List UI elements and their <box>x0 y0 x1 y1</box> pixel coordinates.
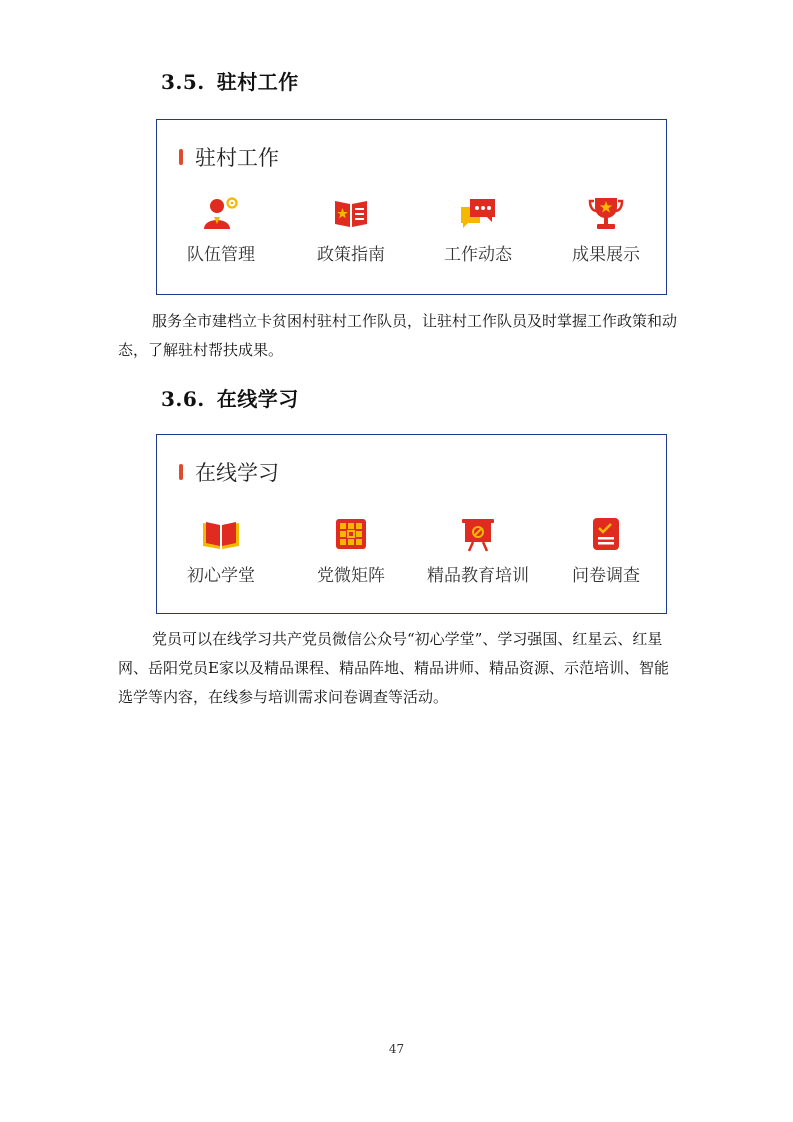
module-policy-guide[interactable] <box>291 192 411 265</box>
panel-title <box>179 142 279 172</box>
section-heading-3-5 <box>161 66 299 95</box>
module-chuxin-classroom[interactable] <box>161 513 281 586</box>
module-achievements[interactable] <box>546 192 666 265</box>
module-label: 队伍管理 <box>187 245 255 265</box>
section-3-5-description: 服务全市建档立卡贫困村驻村工作队员，让驻村工作队员及时掌握工作政策和动态，了解驻村帮扶成果。 <box>118 312 678 359</box>
page-number: 47 <box>388 1042 405 1056</box>
achievement-icon <box>546 192 666 234</box>
village-work-panel <box>156 119 667 295</box>
module-quality-training[interactable] <box>418 513 538 586</box>
module-survey[interactable] <box>546 513 666 586</box>
section-number: 3.6. <box>161 387 205 411</box>
title-accent-bar <box>179 464 183 480</box>
section-heading-3-6 <box>161 383 299 412</box>
survey-icon <box>546 513 666 555</box>
section-number: 3.5. <box>161 70 205 94</box>
module-label: 成果展示 <box>572 245 640 265</box>
section-3-6-description: 党员可以在线学习共产党员微信公众号“初心学堂”、学习强国、红星云、红星网、岳阳党员E家以及精品课程、精品阵地、精品讲师、精品资源、示范培训、智能选学等内容，在线参与培训需求问卷调查等活动。 <box>118 630 669 706</box>
module-label: 精品教育培训 <box>427 566 529 586</box>
panel-title-text: 驻村工作 <box>195 146 279 170</box>
module-party-matrix[interactable] <box>291 513 411 586</box>
module-label: 工作动态 <box>444 245 512 265</box>
online-learning-panel <box>156 434 667 614</box>
matrix-grid-icon <box>291 513 411 555</box>
panel-title-text: 在线学习 <box>195 461 279 485</box>
training-board-icon <box>418 513 538 555</box>
module-work-news[interactable] <box>418 192 538 265</box>
team-manage-icon <box>161 192 281 234</box>
open-book-icon <box>161 513 281 555</box>
module-label: 问卷调查 <box>572 566 640 586</box>
policy-guide-icon <box>291 192 411 234</box>
module-grid <box>157 513 666 593</box>
module-team-management[interactable] <box>161 192 281 265</box>
title-accent-bar <box>179 149 183 165</box>
section-title: 驻村工作 <box>216 70 299 94</box>
module-label: 初心学堂 <box>187 566 255 586</box>
section-title: 在线学习 <box>216 387 299 411</box>
module-label: 政策指南 <box>317 245 385 265</box>
panel-title <box>179 457 279 487</box>
module-grid <box>157 192 666 272</box>
module-label: 党微矩阵 <box>317 566 385 586</box>
work-news-icon <box>418 192 538 234</box>
